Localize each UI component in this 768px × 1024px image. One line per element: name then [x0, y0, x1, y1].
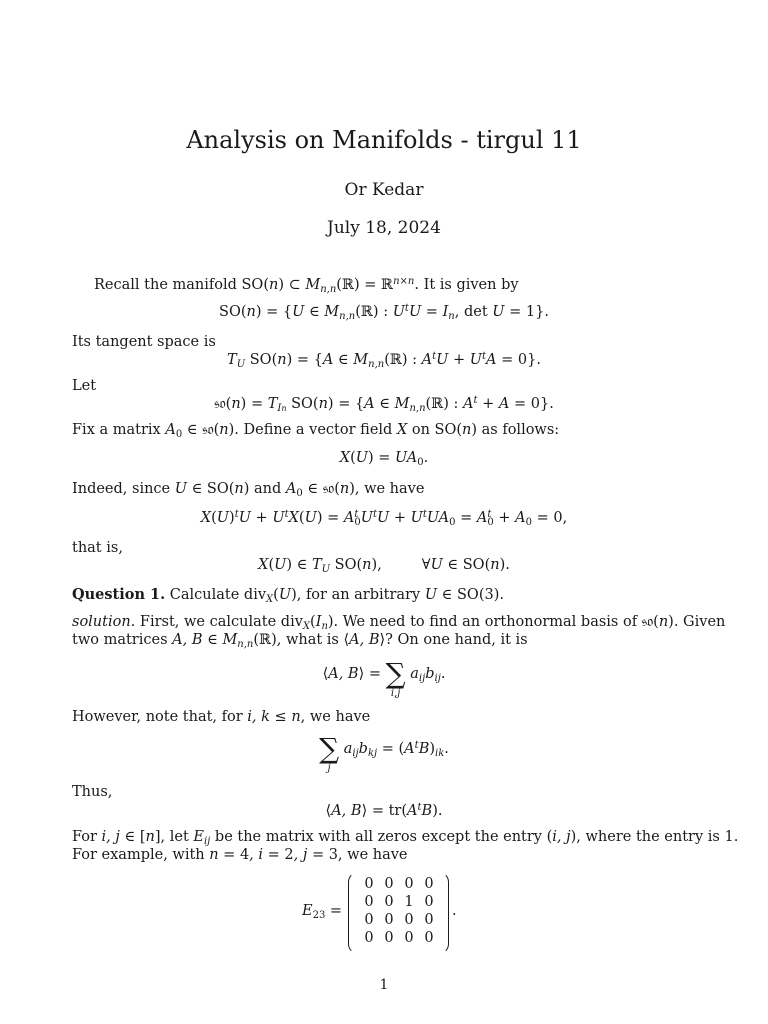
for-line-2: For example, with n = 4, i = 2, j = 3, we have — [72, 847, 408, 863]
matrix-row — [362, 911, 436, 929]
let-label: Let — [72, 378, 97, 394]
however-line: However, note that, for i, k ≤ n, we have — [72, 709, 371, 725]
page-number: 1 — [379, 977, 389, 993]
that-is-label: that is, — [72, 540, 123, 556]
tangent-intro: Its tangent space is — [72, 334, 216, 350]
matrix-cell: 0 — [384, 894, 394, 910]
matrix-row — [362, 893, 436, 911]
matrix-cell: 0 — [404, 912, 414, 928]
matrix-cell: 0 — [404, 876, 414, 892]
right-paren — [438, 872, 449, 954]
solution-label: solution. — [72, 614, 136, 630]
matrix-period: . — [452, 903, 457, 919]
document-date: July 18, 2024 — [327, 218, 441, 238]
matrix-cell: 0 — [364, 930, 374, 946]
equation-vector-field: $X(U) = UA_0$. — [339, 450, 429, 468]
matrix-cell: 0 — [424, 894, 434, 910]
matrix-cell: 0 — [404, 930, 414, 946]
matrix-label: $E_{23}$ = — [302, 903, 343, 921]
matrix-cell: 0 — [364, 894, 374, 910]
equation-son: SO(n) = {U ∈ $M_{n,n}(ℝ)$ : $U^tU = I_n$, det U = 1}. — [219, 303, 549, 322]
indeed-paragraph: Indeed, since U ∈ SO(n) and $A_0$ ∈ 𝔰𝔬(n), we have — [72, 481, 425, 499]
left-paren — [348, 872, 359, 954]
solution-line-1: solution. First, we calculate $div_X(I_n)$. We need to find an orthonormal basis of 𝔰𝔬(n). Given — [72, 614, 726, 632]
matrix-cell: 0 — [424, 912, 434, 928]
equation-tangent-space: $T_U$ SO(n) = {A ∈ $M_{n,n}(ℝ)$ : $A^tU + U^tA = 0$}. — [227, 351, 541, 370]
equation-inner-product: ⟨A, B⟩ = ∑ i,j $a_{ij}b_{ij}$. — [322, 657, 446, 699]
equation-check: $X(U)^tU + U^tX(U) = A^t_0U^tU + U^tUA_0 = A^t_0 + A_0 = 0$, — [200, 509, 568, 528]
matrix-cell: 0 — [384, 876, 394, 892]
recall-paragraph: Recall the manifold SO(n) ⊂ $M_{n,n}(ℝ)$ = ℝ$^{n\times n}$. It is given by — [94, 276, 519, 295]
question-1: Question 1. Calculate div$_X$(U), for an arbitrary U ∈ SO(3). — [72, 586, 504, 605]
thus-label: Thus, — [72, 784, 113, 800]
matrix-cell: 0 — [384, 912, 394, 928]
equation-trace: ⟨A, B⟩ = $tr(A^tB)$. — [325, 802, 443, 819]
matrix-cell: 0 — [424, 876, 434, 892]
matrix-row — [362, 929, 436, 947]
solution-line-2: two matrices A, B ∈ $M_{n,n}(ℝ)$, what is ⟨A, B⟩? On one hand, it is — [72, 632, 528, 650]
matrix-cell: 0 — [364, 912, 374, 928]
matrix-grid — [362, 875, 436, 947]
question-label: Question 1. — [72, 586, 166, 603]
equation-membership: X(U) ∈ $T_U$ SO(n), ∀U ∈ SO(n). — [258, 557, 510, 575]
for-line-1: For i, j ∈ [n], let $E_{ij}$ be the matrix with all zeros except the entry (i, j), where the entry is 1. — [72, 829, 739, 847]
matrix-cell: 1 — [404, 894, 414, 910]
document-title: Analysis on Manifolds - tirgul 11 — [186, 126, 582, 154]
matrix-cell: 0 — [384, 930, 394, 946]
equation-sum: ∑ j $a_{ij}b_{kj} = (A^tB)_{ik}$. — [319, 732, 449, 774]
author-name: Or Kedar — [344, 180, 424, 200]
matrix-row — [362, 875, 436, 893]
fix-matrix-paragraph: Fix a matrix $A_0$ ∈ 𝔰𝔬(n). Define a vector field X on SO(n) as follows: — [72, 422, 560, 440]
matrix-cell: 0 — [364, 876, 374, 892]
matrix-cell: 0 — [424, 930, 434, 946]
equation-lie-algebra: 𝔰𝔬(n) = $T_{In}$ SO(n) = {A ∈ $M_{n,n}(ℝ)$ : $A^t + A = 0$}. — [214, 395, 554, 414]
